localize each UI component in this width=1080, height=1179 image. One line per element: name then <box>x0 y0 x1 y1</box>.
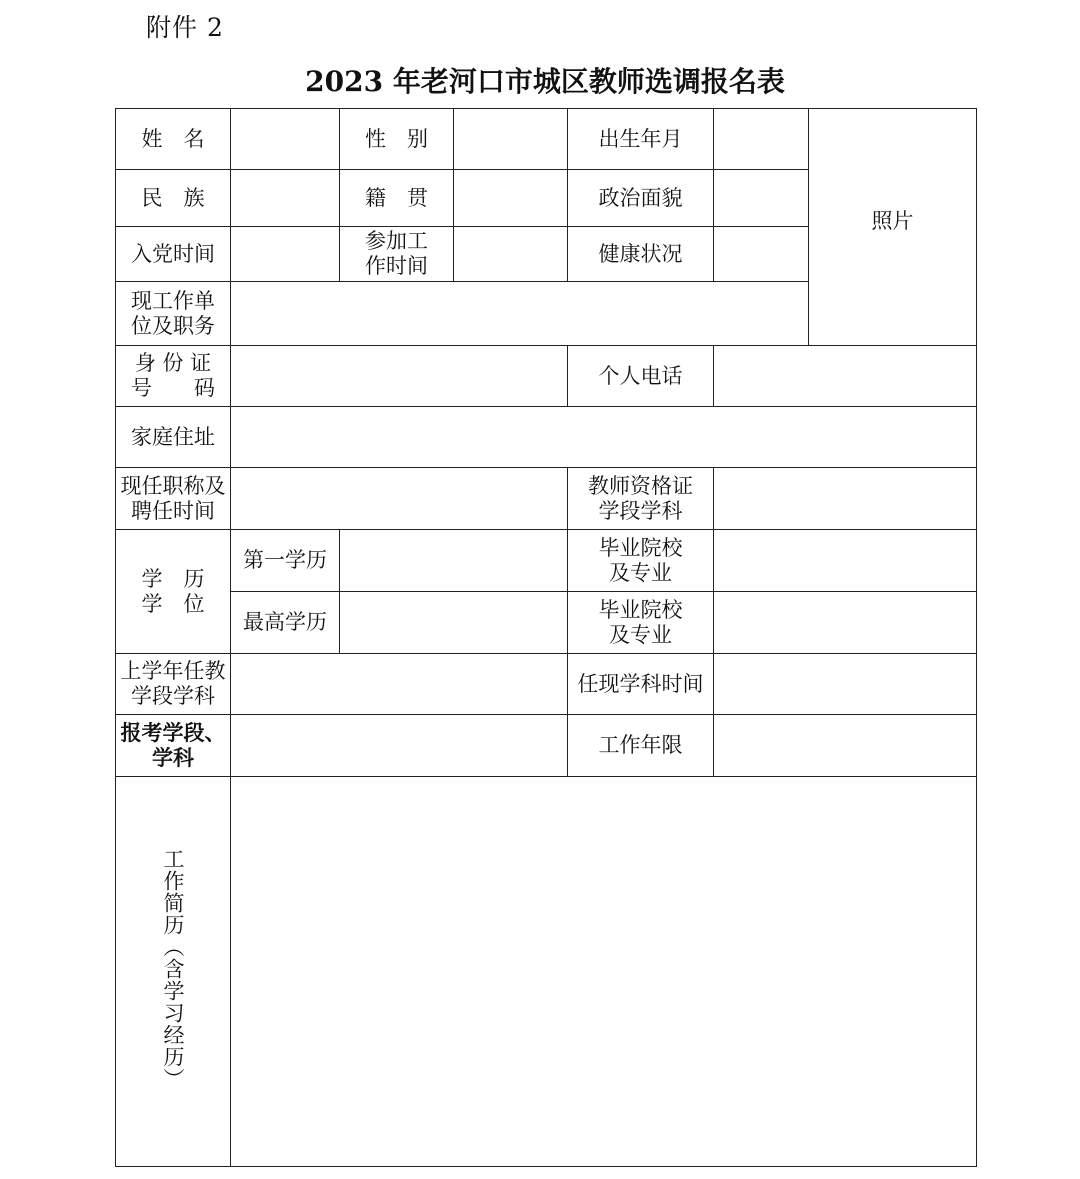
label-line: 现任职称及 <box>120 473 226 498</box>
label-professional-title <box>116 468 231 530</box>
label-gender: 性 别 <box>340 109 454 170</box>
label-graduate-school-2 <box>568 592 714 654</box>
page-title: 2023 年老河口市城区教师选调报名表 <box>305 65 785 98</box>
label-line: 报考学段、 <box>120 720 226 745</box>
field-highest-degree[interactable] <box>340 592 568 654</box>
field-first-degree[interactable] <box>340 530 568 592</box>
field-teacher-certificate[interactable] <box>714 468 977 530</box>
label-line: 毕业院校 <box>598 535 683 560</box>
label-party-join-time: 入党时间 <box>116 227 231 282</box>
label-teacher-certificate <box>568 468 714 530</box>
field-graduate-school-2[interactable] <box>714 592 977 654</box>
label-resume <box>116 777 231 1167</box>
field-name[interactable] <box>231 109 340 170</box>
label-graduate-school-1 <box>568 530 714 592</box>
label-ethnicity: 民 族 <box>116 170 231 227</box>
label-line: 现工作单 <box>131 288 215 313</box>
field-apply-subject[interactable] <box>231 715 568 777</box>
label-current-unit <box>116 282 231 346</box>
label-education <box>116 530 231 654</box>
label-line: 教师资格证 <box>588 473 693 498</box>
label-line: 上学年任教 <box>120 659 226 683</box>
label-line: 学科 <box>152 745 194 770</box>
registration-form-table <box>115 108 977 1167</box>
label-id-number <box>116 346 231 407</box>
field-address[interactable] <box>231 407 977 468</box>
label-first-degree: 第一学历 <box>231 530 340 592</box>
label-native-place: 籍 贯 <box>340 170 454 227</box>
field-party-join-time[interactable] <box>231 227 340 282</box>
photo-box[interactable] <box>809 109 977 346</box>
photo-label: 照片 <box>871 209 914 233</box>
field-birth[interactable] <box>714 109 809 170</box>
label-line: 学 位 <box>141 591 205 616</box>
label-line: 学段学科 <box>598 498 683 523</box>
field-native-place[interactable] <box>454 170 568 227</box>
label-phone: 个人电话 <box>568 346 714 407</box>
field-health[interactable] <box>714 227 809 282</box>
label-highest-degree: 最高学历 <box>231 592 340 654</box>
label-line: 号 码 <box>131 376 215 400</box>
label-work-start-time <box>340 227 454 282</box>
field-ethnicity[interactable] <box>231 170 340 227</box>
label-line: 作时间 <box>365 254 428 278</box>
field-current-subject-time[interactable] <box>714 654 977 715</box>
label-address: 家庭住址 <box>116 407 231 468</box>
attachment-label: 附件 2 <box>146 13 224 42</box>
field-professional-title[interactable] <box>231 468 568 530</box>
label-current-subject-time: 任现学科时间 <box>568 654 714 715</box>
label-line: 及专业 <box>609 560 672 585</box>
label-apply-subject <box>116 715 231 777</box>
resume-label-text: 工作简历（含学习经历） <box>161 847 185 1090</box>
label-last-year-teaching <box>116 654 231 715</box>
label-work-years: 工作年限 <box>568 715 714 777</box>
label-political-status: 政治面貌 <box>568 170 714 227</box>
field-phone[interactable] <box>714 346 977 407</box>
label-line: 学 历 <box>141 566 205 591</box>
field-last-year-teaching[interactable] <box>231 654 568 715</box>
label-line: 及专业 <box>609 622 672 647</box>
label-health: 健康状况 <box>568 227 714 282</box>
field-work-start-time[interactable] <box>454 227 568 282</box>
label-line: 身 份 证 <box>134 351 212 375</box>
label-line: 参加工 <box>365 229 428 253</box>
label-line: 学段学科 <box>131 684 215 708</box>
field-current-unit[interactable] <box>231 282 809 346</box>
label-line: 聘任时间 <box>131 498 215 523</box>
field-political-status[interactable] <box>714 170 809 227</box>
label-line: 毕业院校 <box>598 597 683 622</box>
label-name: 姓 名 <box>116 109 231 170</box>
field-id-number[interactable] <box>231 346 568 407</box>
field-graduate-school-1[interactable] <box>714 530 977 592</box>
label-birth: 出生年月 <box>568 109 714 170</box>
label-line: 位及职务 <box>131 313 215 338</box>
field-gender[interactable] <box>454 109 568 170</box>
field-work-years[interactable] <box>714 715 977 777</box>
field-resume[interactable] <box>231 777 977 1167</box>
